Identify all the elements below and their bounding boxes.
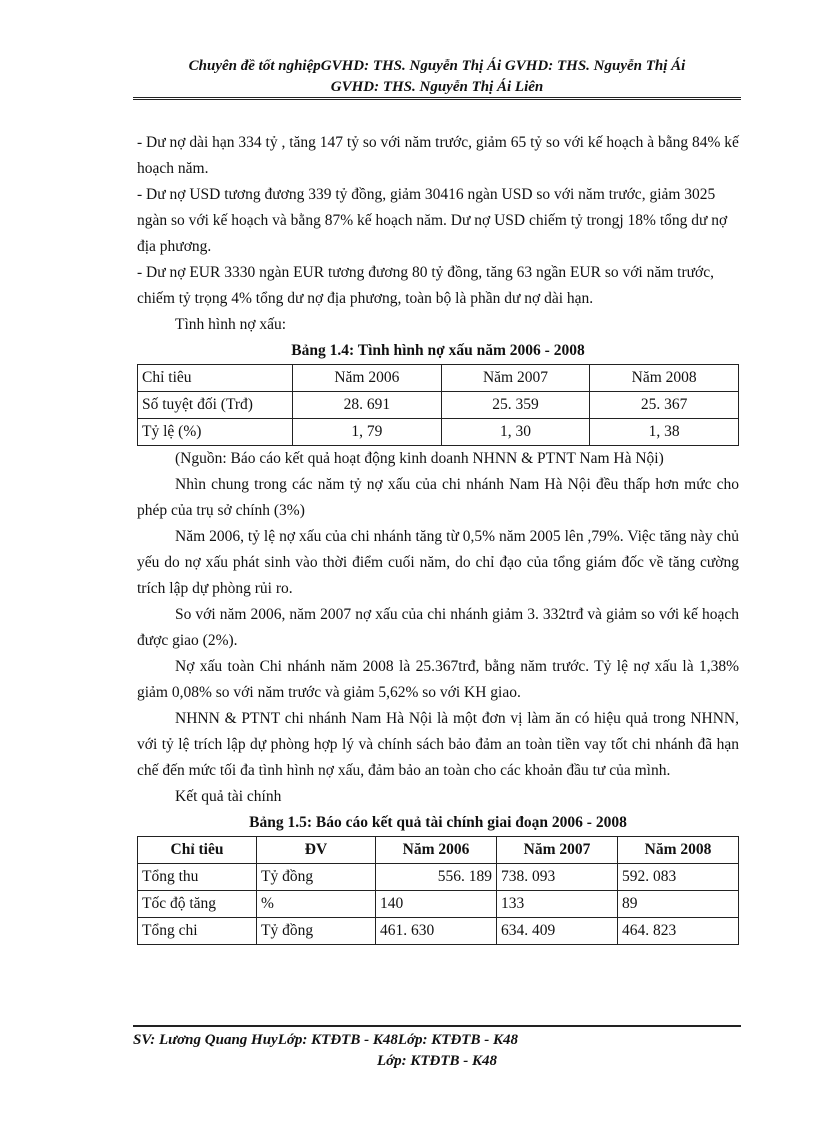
table-cell: 1, 38 [590, 419, 739, 446]
page-footer [133, 1030, 741, 1072]
table-cell: Tỷ lệ (%) [138, 419, 293, 446]
table-row [138, 419, 739, 446]
table-cell: % [257, 891, 376, 918]
paragraph-financial-heading: Kết quả tài chính [175, 788, 282, 805]
footer-rule [133, 1025, 741, 1027]
table-header-cell: Năm 2006 [293, 365, 442, 392]
paragraph-2008: Nợ xấu toàn Chi nhánh năm 2008 là 25.367trđ, bằng năm trước. Tỷ lệ nợ xấu là 1,38% giảm 0,08% so với năm trước và giảm 5,62% so với KH giao. [137, 658, 739, 701]
table-cell: Tốc độ tăng [138, 891, 257, 918]
table-1-4-caption: Bảng 1.4: Tình hình nợ xấu năm 2006 - 2008 [291, 342, 585, 359]
header-rule [133, 97, 741, 100]
table-cell: Tổng thu [138, 864, 257, 891]
table-cell: 634. 409 [497, 918, 618, 945]
page-header [133, 56, 741, 98]
table-cell: 592. 083 [618, 864, 739, 891]
table-header-cell: Năm 2007 [441, 365, 590, 392]
table-cell: 556. 189 [376, 864, 497, 891]
table-header-cell: Năm 2008 [618, 837, 739, 864]
paragraph-2007: So với năm 2006, năm 2007 nợ xấu của chi nhánh giảm 3. 332trđ và giảm so với kế hoạch được giao (2%). [137, 606, 739, 649]
table-header-row [138, 365, 739, 392]
table-header-cell: Năm 2007 [497, 837, 618, 864]
table-header-cell: Chỉ tiêu [138, 837, 257, 864]
table-cell: 738. 093 [497, 864, 618, 891]
table-row [138, 918, 739, 945]
table-header-cell: Chỉ tiêu [138, 365, 293, 392]
header-line-1: Chuyên đề tốt nghiệpGVHD: THS. Nguyễn Thị Ái GVHD: THS. Nguyễn Thị Ái [188, 58, 686, 74]
table-header-row [138, 837, 739, 864]
paragraph-conclusion: NHNN & PTNT chi nhánh Nam Hà Nội là một đơn vị làm ăn có hiệu quả trong NHNN, với tỷ lệ trích lập dự phòng hợp lý và chính sách bảo đảm an toàn tiền vay tốt chi nhánh đã hạn chế đến mức tối đa tình hình nợ xấu, đảm bảo an toàn cho các khoản đầu tư của mình. [137, 710, 739, 779]
table-header-cell: Năm 2006 [376, 837, 497, 864]
table-cell: 28. 691 [293, 392, 442, 419]
paragraph-bad-debt-heading: Tình hình nợ xấu: [175, 316, 287, 333]
table-cell: 464. 823 [618, 918, 739, 945]
table-cell: Tỷ đồng [257, 918, 376, 945]
document-body [137, 130, 739, 945]
table-cell: 25. 367 [590, 392, 739, 419]
paragraph-2006: Năm 2006, tỷ lệ nợ xấu của chi nhánh tăng từ 0,5% năm 2005 lên ,79%. Việc tăng này chủ yếu do nợ xấu phát sinh vào thời điểm cuối năm, do chỉ đạo của tổng giám đốc về tăng cường trích lập dự phòng rủi ro. [137, 528, 739, 597]
paragraph-overview: Nhìn chung trong các năm tỷ nợ xấu của chi nhánh Nam Hà Nội đều thấp hơn mức cho phép của trụ sở chính (3%) [137, 476, 739, 519]
table-cell: 140 [376, 891, 497, 918]
table-header-cell: ĐV [257, 837, 376, 864]
financial-results-table [137, 836, 739, 945]
footer-line-2: Lớp: KTĐTB - K48 [376, 1053, 498, 1069]
footer-line-1: SV: Lương Quang HuyLớp: KTĐTB - K48Lớp: KTĐTB - K48 [133, 1032, 518, 1048]
table-cell: Tổng chi [138, 918, 257, 945]
table-row [138, 864, 739, 891]
paragraph-long-term-debt: - Dư nợ dài hạn 334 tỷ , tăng 147 tỷ so với năm trước, giảm 65 tỷ so với kế hoạch à bằng 84% kế hoạch năm. [137, 134, 739, 177]
table-cell: Tỷ đồng [257, 864, 376, 891]
paragraph-usd-debt: - Dư nợ USD tương đương 339 tỷ đồng, giảm 30416 ngàn USD so với năm trước, giảm 3025 ngàn so với kế hoạch và bằng 87% kế hoạch năm. Dư nợ USD chiếm tỷ trongj 18% tổng dư nợ địa phương. [137, 186, 728, 255]
table-cell: 1, 30 [441, 419, 590, 446]
table-cell: 461. 630 [376, 918, 497, 945]
table-row [138, 891, 739, 918]
table-header-cell: Năm 2008 [590, 365, 739, 392]
table-cell: 133 [497, 891, 618, 918]
table-row [138, 392, 739, 419]
source-note: (Nguồn: Báo cáo kết quả hoạt động kinh doanh NHNN & PTNT Nam Hà Nội) [175, 450, 664, 467]
bad-debt-table [137, 364, 739, 446]
table-1-5-caption: Bảng 1.5: Báo cáo kết quả tài chính giai đoạn 2006 - 2008 [249, 814, 627, 831]
header-line-2: GVHD: THS. Nguyễn Thị Ái Liên [330, 79, 544, 95]
table-cell: 89 [618, 891, 739, 918]
paragraph-eur-debt: - Dư nợ EUR 3330 ngàn EUR tương đương 80 tỷ đồng, tăng 63 ngần EUR so với năm trước, chiếm tỷ trọng 4% tổng dư nợ địa phương, toàn bộ là phần dư nợ dài hạn. [137, 264, 714, 307]
table-cell: Số tuyệt đối (Trđ) [138, 392, 293, 419]
table-cell: 25. 359 [441, 392, 590, 419]
table-cell: 1, 79 [293, 419, 442, 446]
